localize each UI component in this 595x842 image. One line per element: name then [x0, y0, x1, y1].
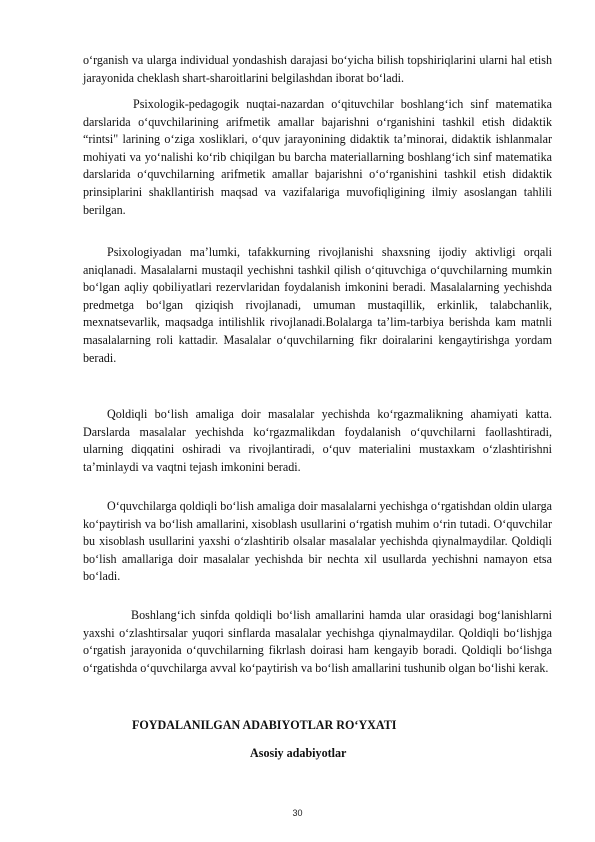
paragraph-1: o‘rganish va ularga individual yondashish darajasi bo‘yicha bilish topshiriqlarini ularni hal etish jarayonida cheklash shart-sharoitlarini belgilashdan iborat bo‘ladi. — [83, 53, 552, 85]
references-subheading: Asosiy adabiyotlar — [250, 746, 347, 760]
page-number: 30 — [292, 808, 303, 818]
paragraph-3: Psixologiyadan ma’lumki, tafakkurning rivojlanishi shaxsning ijodiy aktivligi orqali aniqlanadi. Masalalarni mustaqil yechishni tashkil qilish o‘qituvchiga o‘quvchilarning mumkin bo‘lgan aqliy qobiliyatlari rezervlaridan foydalanish imkonini beradi. Masalalarning yechishda predmetga bo‘lgan qiziqish rivojlanadi, umuman mustaqillik, erkinlik, talabchanlik, mexnatsevarlik, maqsadga intilishlik rivojlanadi.Bolalarga ta’lim-tarbiya berishda kam matnli masalalarning roli kattadir. Masalalar o‘quvchilarning fikr doiralarini kengaytirishga yordam beradi. — [83, 245, 552, 365]
references-heading: FOYDALANILGAN ADABIYOTLAR RO‘YXATI — [132, 718, 397, 732]
paragraph-5: O‘quvchilarga qoldiqli bo‘lish amaliga doir masalalarni yechishga o‘rgatishdan oldin ularga ko‘paytirish va bo‘lish amallarini, xisoblash usullarini o‘rgatish muhim o‘rin tutadi. O‘quvchilar bu xisoblash usullarini yaxshi o‘zlashtirib olsalar masalalar yechishda qiynalmaydilar. Qoldiqli bo‘lish amallariga doir masalalar yechishda bir nechta xil usullarda yechishni namayon etsa bo‘ladi. — [83, 499, 553, 584]
paragraph-4: Qoldiqli bo‘lish amaliga doir masalalar yechishda ko‘rgazmalikning ahamiyati katta. Darslarda masalalar yechishda ko‘rgazmalikdan foydalanish o‘quvchilarni faollashtiradi, ularning diqqatini oshiradi va rivojlantiradi, o‘quv materialini mustaxkam o‘zlashtirishni ta’minlaydi va vaqtni tejash imkonini beradi. — [83, 407, 552, 474]
paragraph-6: Boshlang‘ich sinfda qoldiqli bo‘lish amallarini hamda ular orasidagi bog‘lanishlarni yaxshi o‘zlashtirsalar yuqori sinflarda masalalar yechishga qiynalmaydilar. Qoldiqli bo‘lishjga o‘rgatish jarayonida o‘quvchilarning fikrlash doirasi ham kengayib boradi. Qoldiqli bo‘lishga o‘rgatishda o‘quvchilarga avval ko‘paytirish va bo‘lish amallarini tushunib olgan bo‘lishi kerak. — [83, 608, 552, 675]
paragraph-2: Psixologik-pedagogik nuqtai-nazardan o‘qituvchilar boshlang‘ich sinf matematika darslarida o‘quvchilarining arifmetik amallar bajarishni o‘rganishini tashkil etish didaktik “rintsi" larining o‘ziga xosliklari, o‘quv jarayonining didaktik ta’minorai, didaktik ishlanmalar mohiyati va yo‘nalishi ko‘rib chiqilgan bu barcha materiallarning boshlang‘ich sinf matematika darslarida o‘quvchilarning arifmetik amallar bajarishni o‘o‘rganishini tashkil etish didaktik prinsiplarini shakllantirish maqsad va vazifalariga muvofiqligining ilmiy asoslangan tahlili berilgan. — [83, 97, 552, 217]
